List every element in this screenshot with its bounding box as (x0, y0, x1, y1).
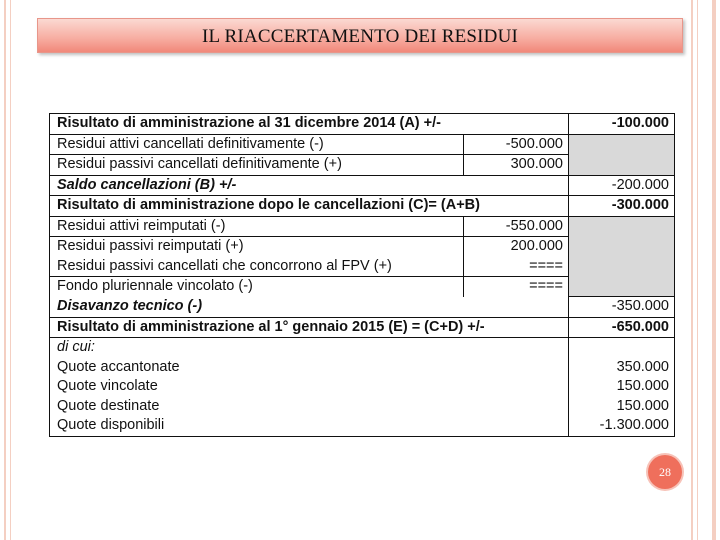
row-mid-value: -550.000 (464, 216, 569, 237)
row-value: 350.000 (569, 358, 675, 378)
table-row (50, 317, 675, 338)
page-number-badge: 28 (648, 455, 682, 489)
row-mid-value: -500.000 (464, 134, 569, 155)
row-label: Residui passivi cancellati che concorrono al FPV (+) (50, 257, 464, 277)
row-value (569, 237, 675, 257)
row-value: -1.300.000 (569, 416, 675, 436)
table-row (50, 297, 675, 318)
row-value: -100.000 (569, 114, 675, 135)
table-row (50, 338, 675, 358)
row-label: Disavanzo tecnico (-) (50, 297, 569, 318)
table-row (50, 358, 675, 378)
row-value: -350.000 (569, 297, 675, 318)
row-value (569, 277, 675, 297)
row-value (569, 134, 675, 155)
row-value (569, 155, 675, 176)
row-value (569, 257, 675, 277)
row-label: Residui passivi cancellati definitivamente (+) (50, 155, 464, 176)
table-row (50, 397, 675, 417)
row-label: Residui passivi reimputati (+) (50, 237, 464, 257)
row-label: Saldo cancellazioni (B) +/- (50, 175, 569, 196)
table-row (50, 237, 675, 257)
row-value: -200.000 (569, 175, 675, 196)
row-value: 150.000 (569, 377, 675, 397)
residui-table (49, 113, 674, 437)
table-row (50, 277, 675, 297)
frame-line-left-inner (10, 0, 11, 540)
row-value: 150.000 (569, 397, 675, 417)
row-label: Quote accantonate (50, 358, 569, 378)
table-row (50, 196, 675, 217)
row-label: Risultato di amministrazione dopo le cancellazioni (C)= (A+B) (50, 196, 569, 217)
row-mid-value: 200.000 (464, 237, 569, 257)
table-row (50, 216, 675, 237)
frame-line-right (691, 0, 693, 540)
frame-line-right-inner (697, 0, 698, 540)
row-label: Quote destinate (50, 397, 569, 417)
row-value: -650.000 (569, 317, 675, 338)
row-label: di cui: (50, 338, 569, 358)
row-mid-value: ==== (464, 277, 569, 297)
row-mid-value: 300.000 (464, 155, 569, 176)
row-value (569, 338, 675, 358)
row-value (569, 216, 675, 237)
table-row (50, 134, 675, 155)
row-label: Quote vincolate (50, 377, 569, 397)
row-mid-value: ==== (464, 257, 569, 277)
table-row (50, 416, 675, 436)
row-label: Residui attivi reimputati (-) (50, 216, 464, 237)
row-label: Risultato di amministrazione al 1° gennaio 2015 (E) = (C+D) +/- (50, 317, 569, 338)
row-label: Fondo pluriennale vincolato (-) (50, 277, 464, 297)
row-label: Risultato di amministrazione al 31 dicembre 2014 (A) +/- (50, 114, 569, 135)
row-label: Residui attivi cancellati definitivamente (-) (50, 134, 464, 155)
table-row (50, 257, 675, 277)
table-row (50, 155, 675, 176)
table-row (50, 175, 675, 196)
frame-line-left (4, 0, 6, 540)
table-row (50, 114, 675, 135)
slide-title: IL RIACCERTAMENTO DEI RESIDUI (201, 26, 519, 47)
table-row (50, 377, 675, 397)
frame-line-right-outer (712, 0, 716, 540)
row-value: -300.000 (569, 196, 675, 217)
slide-title-bar (37, 18, 683, 53)
row-label: Quote disponibili (50, 416, 569, 436)
